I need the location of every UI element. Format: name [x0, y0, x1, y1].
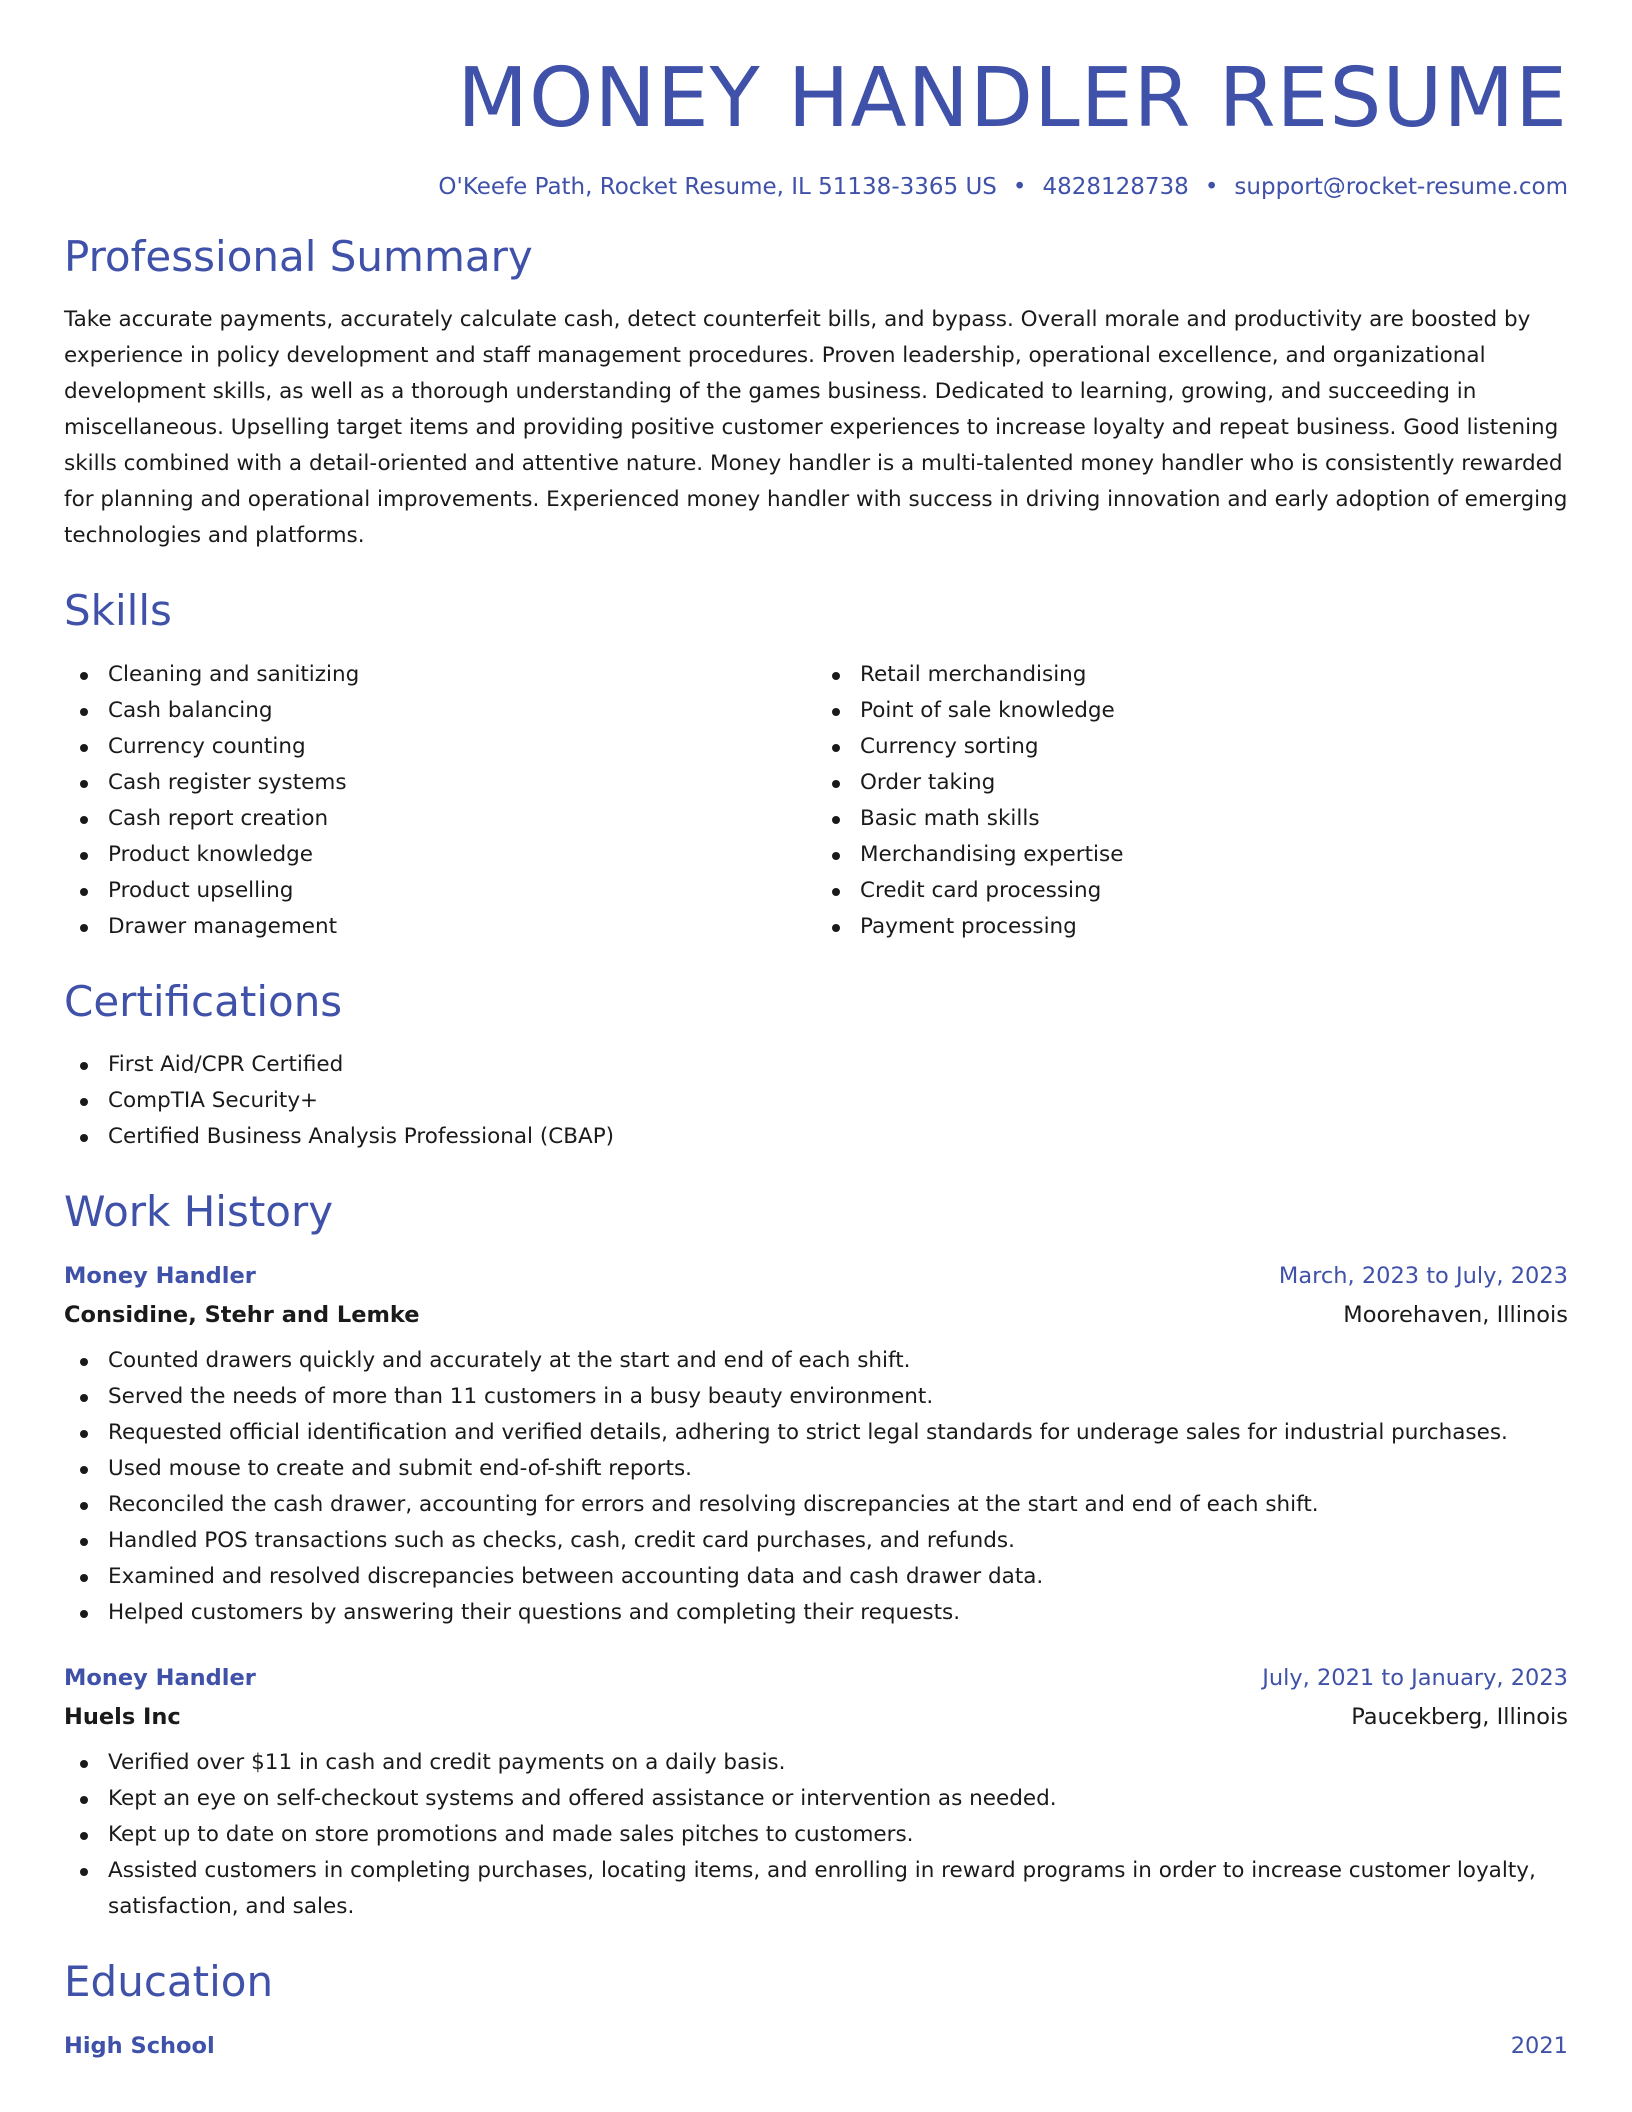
job-location: Paucekberg, Illinois	[1351, 1703, 1568, 1730]
contact-separator: •	[1012, 174, 1027, 201]
skill-item: Product upselling	[64, 873, 816, 909]
education-degree: High School	[64, 2033, 215, 2060]
job-dates: March, 2023 to July, 2023	[1278, 1262, 1568, 1289]
job-duty: Assisted customers in completing purchases, locating items, and enrolling in reward programs in order to increase customer loyalty, satisfaction, and sales.	[64, 1853, 1568, 1925]
education-entry	[64, 2027, 1568, 2065]
skill-item: Credit card processing	[816, 873, 1568, 909]
certifications-section	[64, 976, 1568, 1155]
skill-item: Drawer management	[64, 909, 816, 945]
certification-item: First Aid/CPR Certified	[64, 1047, 1568, 1083]
job-company-row	[64, 1697, 1568, 1737]
certifications-list	[64, 1047, 1568, 1155]
job-title-row	[64, 1659, 1568, 1697]
skills-heading: Skills	[64, 586, 172, 636]
job-duty: Used mouse to create and submit end-of-shift reports.	[64, 1451, 1568, 1487]
job-duty: Verified over $11 in cash and credit payments on a daily basis.	[64, 1745, 1568, 1781]
contact-email[interactable]: support@rocket-resume.com	[1234, 174, 1568, 201]
job-dates: July, 2021 to January, 2023	[1262, 1664, 1568, 1691]
skills-list-right	[816, 657, 1568, 945]
skill-item: Product knowledge	[64, 837, 816, 873]
job-title: Money Handler	[64, 1664, 256, 1691]
contact-address: O'Keefe Path, Rocket Resume, IL 51138-3365 US	[438, 174, 997, 201]
job-entry	[64, 1659, 1568, 1925]
job-company-row	[64, 1295, 1568, 1335]
skill-item: Cash report creation	[64, 801, 816, 837]
certifications-heading: Certifications	[64, 976, 343, 1026]
skills-section	[64, 588, 1568, 944]
contact-separator: •	[1204, 174, 1219, 201]
summary-section	[64, 234, 1568, 554]
job-duty: Reconciled the cash drawer, accounting for errors and resolving discrepancies at the start and end of each shift.	[64, 1487, 1568, 1523]
skill-item: Merchandising expertise	[816, 837, 1568, 873]
job-duty: Counted drawers quickly and accurately at the start and end of each shift.	[64, 1343, 1568, 1379]
work-history-heading: Work History	[64, 1186, 334, 1236]
skill-item: Cleaning and sanitizing	[64, 657, 816, 693]
skill-item: Cash balancing	[64, 693, 816, 729]
skill-item: Retail merchandising	[816, 657, 1568, 693]
certification-item: CompTIA Security+	[64, 1083, 1568, 1119]
job-duties-list	[64, 1343, 1568, 1631]
skill-item: Order taking	[816, 765, 1568, 801]
skills-list-left	[64, 657, 816, 945]
job-duty: Examined and resolved discrepancies between accounting data and cash drawer data.	[64, 1559, 1568, 1595]
resume-title: MONEY HANDLER RESUME	[457, 51, 1568, 146]
job-duty: Kept up to date on store promotions and made sales pitches to customers.	[64, 1817, 1568, 1853]
education-section	[64, 1956, 1568, 2065]
job-entry	[64, 1257, 1568, 1631]
job-duties-list	[64, 1745, 1568, 1925]
skills-columns	[64, 657, 1568, 945]
job-company: Considine, Stehr and Lemke	[64, 1301, 420, 1328]
skill-item: Basic math skills	[816, 801, 1568, 837]
certification-item: Certified Business Analysis Professional (CBAP)	[64, 1119, 1568, 1155]
skill-item: Currency counting	[64, 729, 816, 765]
summary-heading: Professional Summary	[64, 232, 533, 282]
job-title: Money Handler	[64, 1262, 256, 1289]
skill-item: Currency sorting	[816, 729, 1568, 765]
job-company: Huels Inc	[64, 1703, 181, 1730]
skill-item: Payment processing	[816, 909, 1568, 945]
job-title-row	[64, 1257, 1568, 1295]
contact-line	[64, 174, 1568, 200]
job-duty: Kept an eye on self-checkout systems and offered assistance or intervention as needed.	[64, 1781, 1568, 1817]
job-duty: Requested official identification and verified details, adhering to strict legal standards for underage sales for industrial purchases.	[64, 1415, 1568, 1451]
skill-item: Point of sale knowledge	[816, 693, 1568, 729]
summary-text: Take accurate payments, accurately calculate cash, detect counterfeit bills, and bypass. Overall morale and productivity are boosted by experience in policy development and staff management procedures. Proven leadership, operational excellence, and organizational development skills, as well as a thorough understanding of the games business. Dedicated to learning, growing, and succeeding in miscellaneous. Upselling target items and providing positive customer experiences to increase loyalty and repeat business. Good listening skills combined with a detail-oriented and attentive nature. Money handler is a multi-talented money handler who is consistently rewarded for planning and operational improvements. Experienced money handler with success in driving innovation and early adoption of emerging technologies and platforms.	[64, 307, 1568, 549]
job-duty: Served the needs of more than 11 customers in a busy beauty environment.	[64, 1379, 1568, 1415]
work-history-section	[64, 1186, 1568, 1925]
job-location: Moorehaven, Illinois	[1343, 1301, 1568, 1328]
contact-phone: 4828128738	[1042, 174, 1189, 201]
job-duty: Handled POS transactions such as checks, cash, credit card purchases, and refunds.	[64, 1523, 1568, 1559]
education-heading: Education	[64, 1956, 274, 2006]
resume-header	[64, 0, 1568, 200]
job-duty: Helped customers by answering their questions and completing their requests.	[64, 1595, 1568, 1631]
skill-item: Cash register systems	[64, 765, 816, 801]
education-year: 2021	[1510, 2033, 1568, 2060]
